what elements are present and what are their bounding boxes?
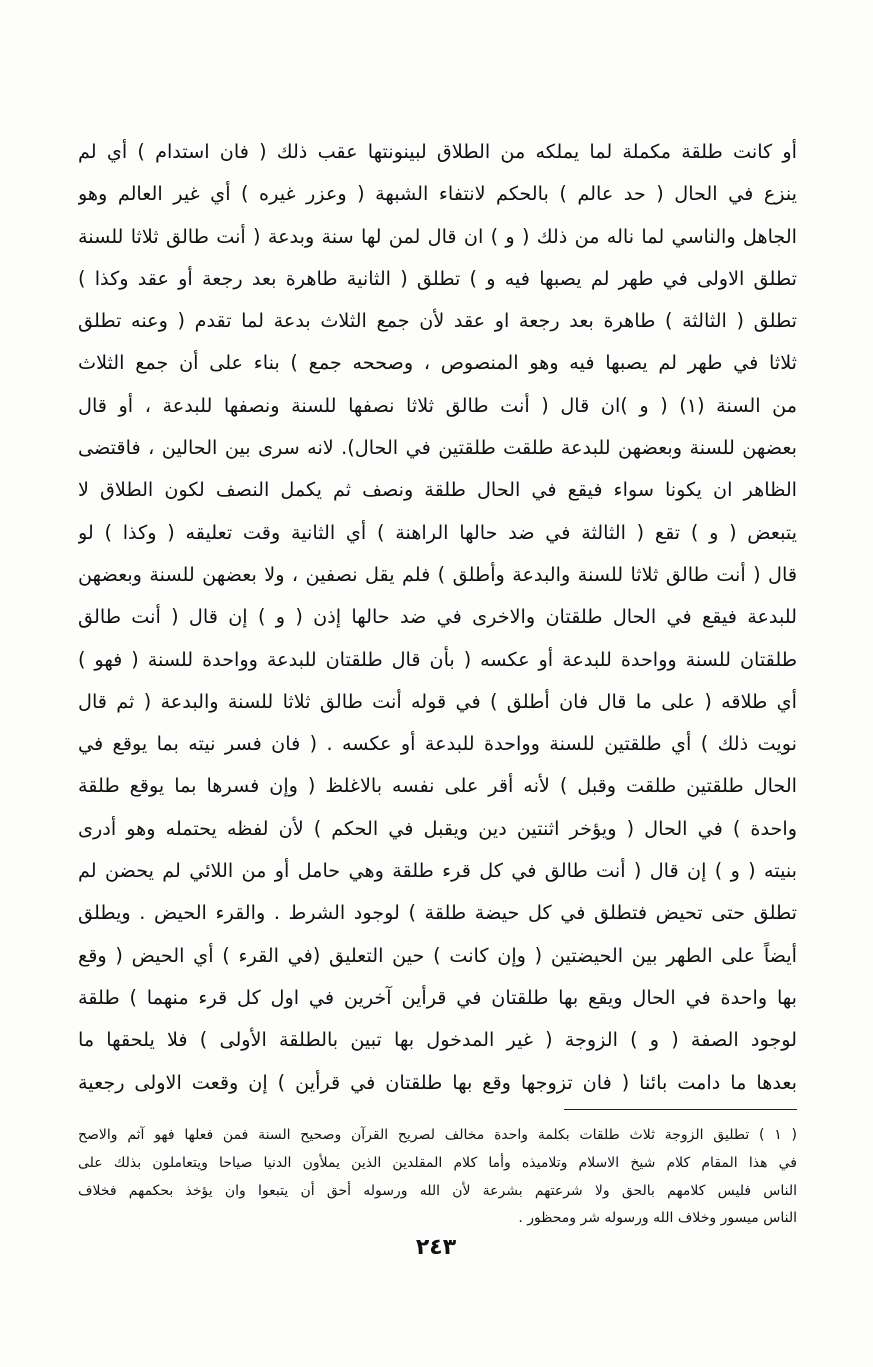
text-line: من السنة (١) ( و )ان قال ( أنت طالق ثلاثا نصفها للسنة ونصفها للبدعة ، أو قال [78,393,797,417]
text-line: تطلق الاولى في طهر لم يصبها فيه و ) تطلق ( الثانية طاهرة بعد رجعة أو عقد وكذا ) [78,266,797,290]
text-line: تطلق حتى تحيض فتطلق في كل حيضة طلقة ) لوجود الشرط . والقرء الحيض . ويطلق [78,901,797,925]
text-line: ثلاثا في طهر لم يصبها فيه وهو المنصوص ، وصححه جمع ) بناء على أن جمع الثلاث [78,351,797,375]
text-line: واحدة ) في الحال ( ويؤخر اثنتين دين ويقبل في الحكم ) لأن لفظه يحتمله وهو أدرى [78,816,797,840]
text-line: تطلق ( الثالثة ) طاهرة بعد رجعة او عقد لأن جمع الثلاث بدعة لما تقدم ( وعنه تطلق [78,309,797,333]
text-line: طلقتان للسنة وواحدة للبدعة أو عكسه ( بأن قال طلقتان للبدعة وواحدة للسنة ( فهو ) [78,647,797,671]
main-text-block [78,131,797,1104]
footnote-line: الناس فليس كلامهم بالحق ولا شرعتهم بشرعة لأن الله ورسوله أحق أن يتبعوا وان يؤخذ بحكمهم فخلاف [78,1182,797,1199]
footnote-line: ( ١ ) تطليق الزوجة ثلاث طلقات بكلمة واحدة مخالف لصريح القرآن وصحيح السنة فمن فعلها فهو آثم والاصح [78,1127,797,1143]
text-line: أي طلاقه ( على ما قال فان أطلق ) في قوله أنت طالق ثلاثا للسنة والبدعة ( ثم قال [78,689,797,713]
text-line: الجاهل والناسي لما ناله من ذلك ( و ) ان قال لمن لها سنة وبدعة ( أنت طالق ثلاثا للسنة [78,224,797,248]
footnote-line: في هذا المقام كلام شيخ الاسلام وتلاميذه وأما كلام المقلدين الذين يملأون الدنيا صياحا ويتعاملون بذلك على [78,1154,797,1171]
text-line: بعدها ما دامت بائنا ( فان تزوجها وقع بها طلقتان في قرأين ) إن وقعت الاولى رجعية [78,1070,797,1094]
text-line: بنيته ( و ) إن قال ( أنت طالق في كل قرء طلقة وهي حامل أو من اللائي لم يحضن لم [78,859,797,883]
text-line: أو كانت طلقة مكملة لما يملكه من الطلاق لبينونتها عقب ذلك ( فان استدام ) أي لم [78,140,797,163]
text-line: قال ( أنت طالق ثلاثا للسنة والبدعة وأطلق ) فلم يقل نصفين ، ولا بعضهن للسنة وبعضهن [78,562,797,586]
text-line: الظاهر ان يكونا سواء فيقع في الحال طلقة ونصف ثم يكمل النصف لكون الطلاق لا [78,478,797,502]
footnote-separator-rule [564,1109,797,1110]
footnote-line: الناس ميسور وخلاف الله ورسوله شر ومحظور . [518,1210,797,1227]
text-line: ينزع في الحال ( حد عالم ) بالحكم لانتفاء الشبهة ( وعزر غيره ) أي غير العالم وهو [78,182,797,206]
text-line: يتبعض ( و ) تقع ( الثالثة في ضد حالها الراهنة ) أي الثانية وقت تعليقه ( وكذا ) لو [78,520,797,544]
text-line: الحال طلقتين طلقت وقبل ) لأنه أقر على نفسه بالاغلظ ( وإن فسرها بما يوقع طلقة [78,774,797,798]
text-line: بعضهن للسنة وبعضهن للبدعة طلقت طلقتين في الحال). لانه سرى بين الحالين ، فاقتضى [78,436,797,460]
text-line: بها واحدة في الحال ويقع بها طلقتان في قرأين آخرين في اول كل قرء منهما ) طلقة [78,985,797,1009]
page-number: ٢٤٣ [415,1235,457,1260]
footnote-block [78,1122,797,1233]
text-line: نويت ذلك ) أي طلقتين للسنة وواحدة للبدعة أو عكسه . ( فان فسر نيته بما يوقع في [78,732,797,756]
text-line: للبدعة فيقع في الحال طلقتان والاخرى في ضد حالها إذن ( و ) إن قال ( أنت طالق [78,605,797,629]
text-line: لوجود الصفة ( و ) الزوجة ( غير المدخول بها تبين بالطلقة الأولى ) فلا يلحقها ما [78,1028,797,1052]
text-line: أيضاً على الطهر بين الحيضتين ( وإن كانت ) حين التعليق (في القرء ) أي الحيض ( وقع [78,943,797,967]
